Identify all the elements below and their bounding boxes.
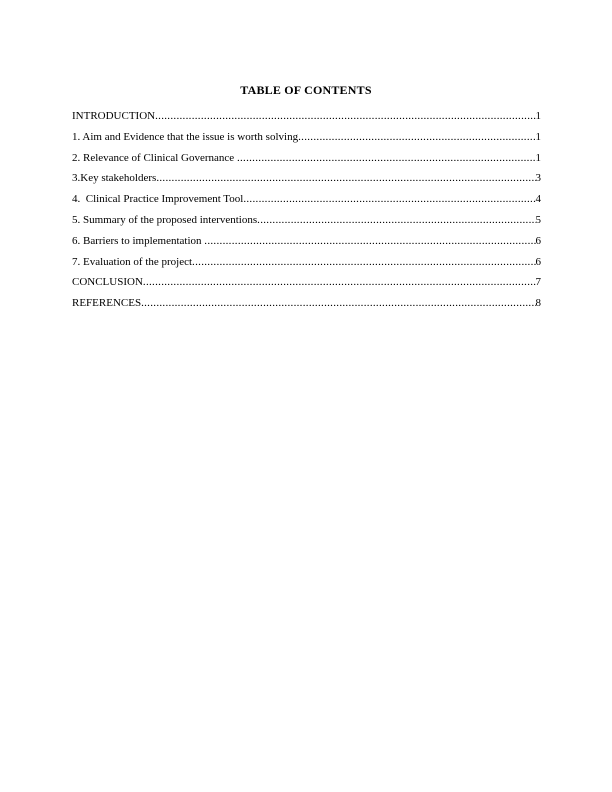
toc-page-number[interactable]: 7: [535, 276, 541, 289]
toc-page-number[interactable]: 3: [535, 172, 541, 185]
toc-entry-aim-and-evidence[interactable]: [72, 131, 541, 152]
toc-dot-leader: [192, 256, 535, 269]
toc-dot-leader: [243, 193, 535, 206]
toc-entry-label[interactable]: 2. Relevance of Clinical Governance: [72, 151, 237, 164]
toc-entry-label[interactable]: CONCLUSION: [72, 276, 143, 289]
toc-dot-leader: [156, 172, 535, 185]
toc-entry-label[interactable]: INTRODUCTION: [72, 110, 156, 122]
toc-entry-label[interactable]: 5. Summary of the proposed interventions: [72, 213, 258, 226]
toc-page-number[interactable]: 6: [535, 234, 541, 247]
toc-entry-conclusion[interactable]: [72, 276, 541, 297]
toc-entry-key-stakeholders[interactable]: [72, 172, 541, 193]
toc-dot-leader: [141, 297, 535, 310]
toc-page-number[interactable]: 1: [535, 130, 541, 143]
toc-page-number[interactable]: 6: [535, 255, 541, 268]
toc-entry-evaluation[interactable]: [72, 256, 541, 277]
toc-entry-barriers[interactable]: [72, 235, 541, 256]
toc-page-number[interactable]: 4: [535, 193, 541, 206]
toc-entry-label[interactable]: 3.Key stakeholders: [72, 172, 157, 185]
toc-dot-leader: [143, 276, 536, 289]
toc-entry-label[interactable]: 7. Evaluation of the project: [72, 255, 193, 268]
toc-dot-leader: [204, 235, 535, 248]
toc-page-number[interactable]: 1: [535, 151, 541, 164]
toc-dot-leader: [155, 110, 535, 123]
toc-entry-clinical-governance[interactable]: [72, 152, 541, 173]
toc-entry-proposed-interventions[interactable]: [72, 214, 541, 235]
toc-entry-label[interactable]: 4. Clinical Practice Improvement Tool: [72, 193, 244, 206]
toc-entry-references[interactable]: [72, 297, 541, 318]
toc-page-number[interactable]: 8: [535, 297, 541, 310]
toc-entry-label[interactable]: REFERENCES: [72, 297, 142, 310]
toc-entry-improvement-tool[interactable]: [72, 193, 541, 214]
toc-dot-leader: [257, 214, 535, 227]
toc-title: TABLE OF CONTENTS: [240, 83, 372, 97]
toc-page-number[interactable]: 5: [535, 213, 541, 226]
toc-entry-introduction[interactable]: [72, 110, 541, 131]
toc-dot-leader: [237, 152, 536, 165]
toc-entry-label[interactable]: 6. Barriers to implementation: [72, 234, 205, 247]
toc-entry-label[interactable]: 1. Aim and Evidence that the issue is worth solving: [72, 130, 299, 143]
toc-page-number[interactable]: 1: [535, 110, 541, 122]
toc-dot-leader: [298, 131, 535, 144]
toc-list: [72, 110, 541, 318]
